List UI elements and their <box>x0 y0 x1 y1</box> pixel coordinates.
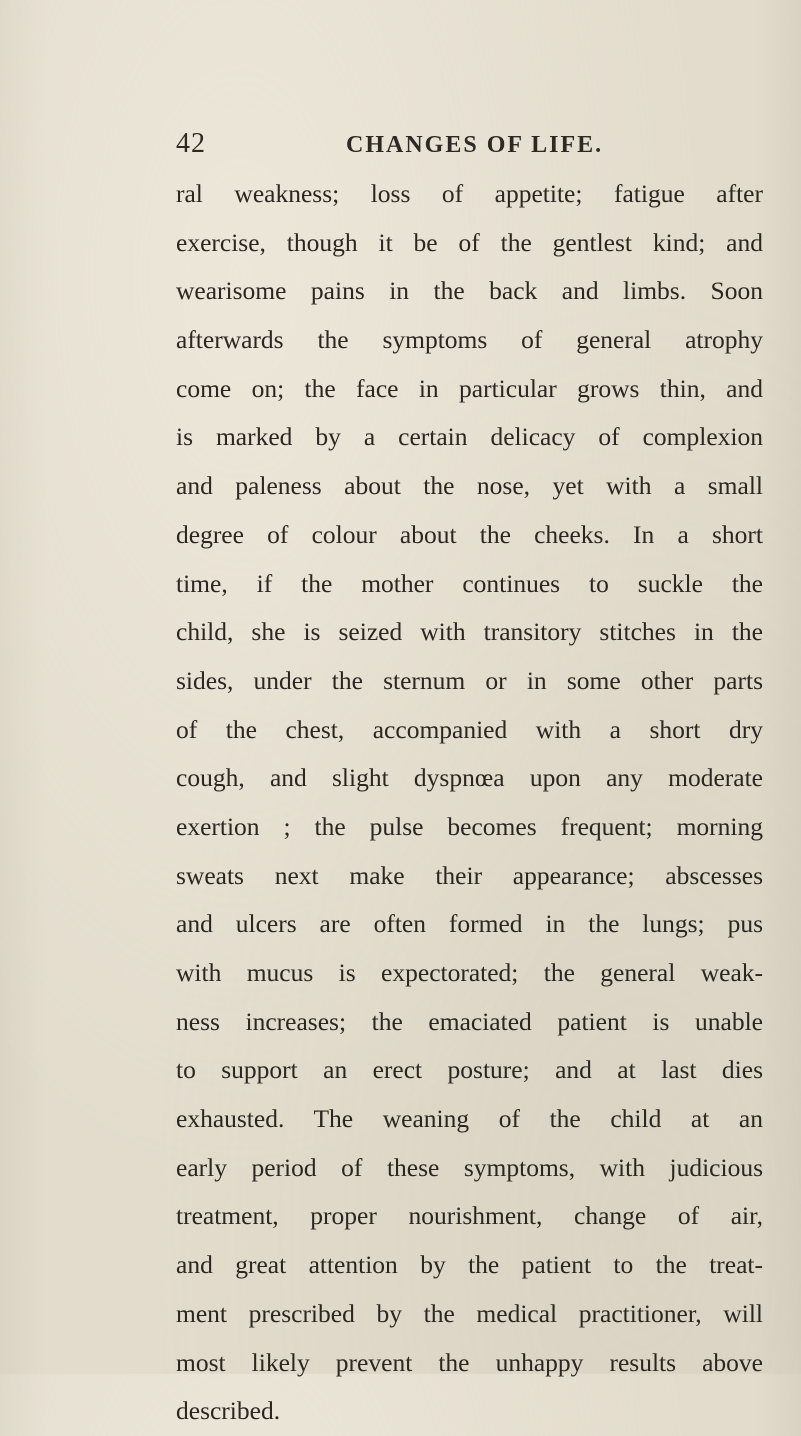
text-line: come on; the face in particular grows thin, and <box>176 373 763 403</box>
text-line: exertion ; the pulse becomes frequent; morning <box>176 811 763 841</box>
text-line: to support an erect posture; and at last dies <box>176 1055 763 1085</box>
text-line: child, she is seized with transitory stitches in the <box>176 617 763 647</box>
text-line: wearisome pains in the back and limbs. Soon <box>176 276 763 306</box>
text-line: is marked by a certain delicacy of complexion <box>176 422 763 452</box>
page-number: 42 <box>176 128 206 159</box>
text-line: sides, under the sternum or in some other parts <box>176 665 763 695</box>
text-line: and ulcers are often formed in the lungs; pus <box>176 909 763 939</box>
text-line: degree of colour about the cheeks. In a short <box>176 519 763 549</box>
text-line: exercise, though it be of the gentlest kind; and <box>176 227 763 257</box>
text-line: ment prescribed by the medical practitioner, will <box>176 1298 763 1328</box>
text-line: and paleness about the nose, yet with a small <box>176 471 763 501</box>
running-head <box>176 128 776 168</box>
text-line: afterwards the symptoms of general atrophy <box>176 325 763 355</box>
text-line: early period of these symptoms, with judicious <box>176 1152 763 1182</box>
text-line: and great attention by the patient to the treat- <box>176 1250 763 1280</box>
text-line: treatment, proper nourishment, change of air, <box>176 1201 763 1231</box>
text-line: cough, and slight dyspnœa upon any moderate <box>176 763 763 793</box>
body-paragraph <box>176 170 763 1436</box>
text-line: time, if the mother continues to suckle the <box>176 568 763 598</box>
text-line: exhausted. The weaning of the child at an <box>176 1104 763 1134</box>
text-line: described. <box>176 1396 281 1426</box>
text-line: with mucus is expectorated; the general weak- <box>176 958 763 987</box>
text-line: ness increases; the emaciated patient is unable <box>176 1006 763 1036</box>
text-line: sweats next make their appearance; abscesses <box>176 860 763 890</box>
text-line: most likely prevent the unhappy results above <box>176 1347 763 1377</box>
text-line: of the chest, accompanied with a short dry <box>176 714 763 744</box>
running-title: CHANGES OF LIFE. <box>346 132 604 158</box>
text-line: ral weakness; loss of appetite; fatigue after <box>176 179 763 208</box>
